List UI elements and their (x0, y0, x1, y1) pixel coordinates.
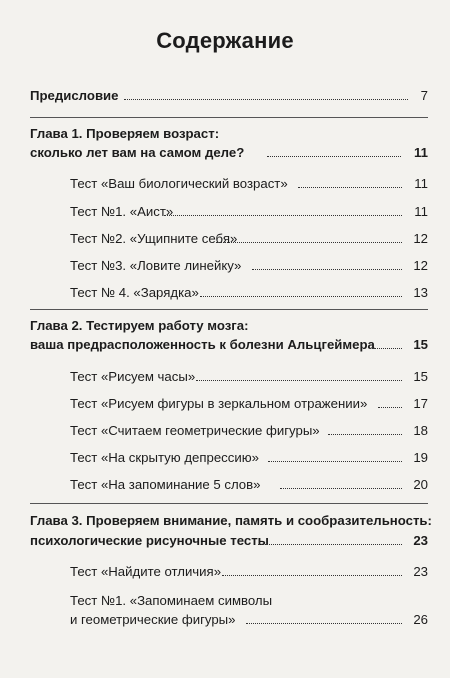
page-number: 17 (413, 396, 428, 411)
page-number: 23 (413, 533, 428, 548)
entry-label: Тест «Ваш биологический возраст» (70, 176, 288, 191)
chapter-title-line1: Глава 1. Проверяем возраст: (30, 126, 220, 141)
dot-leader (164, 215, 402, 216)
dot-leader (258, 544, 402, 545)
entry-label: Тест «На запоминание 5 слов» (70, 477, 261, 492)
page-number: 19 (413, 450, 428, 465)
entry-label: Тест №1. «Запоминаем символы (70, 593, 273, 608)
dot-leader (124, 99, 408, 100)
entry-label: Тест «Рисуем фигуры в зеркальном отражении» (70, 396, 368, 411)
dot-leader (268, 461, 402, 462)
chapter-title-line2: сколько лет вам на самом деле? (30, 145, 245, 160)
dot-leader (246, 623, 402, 624)
dot-leader (252, 269, 402, 270)
page-number: 11 (414, 176, 428, 191)
entry-label-line2: и геометрические фигуры» (70, 612, 236, 627)
entry-label: Тест «Найдите отличия» (70, 564, 222, 579)
page-number: 15 (413, 369, 428, 384)
entry-label: Тест «Считаем геометрические фигуры» (70, 423, 320, 438)
page-number: 20 (413, 477, 428, 492)
page-title: Содержание (156, 28, 294, 53)
page-number: 7 (420, 88, 428, 103)
page-number: 18 (413, 423, 428, 438)
dot-leader (378, 407, 402, 408)
page-number: 13 (413, 285, 428, 300)
entry-label: Тест №1. «Аист» (70, 204, 174, 219)
entry-label: Предисловие (30, 88, 119, 103)
entry-label: Тест № 4. «Зарядка» (70, 285, 199, 300)
dot-leader (298, 187, 402, 188)
dot-leader (222, 575, 402, 576)
page-number: 15 (413, 337, 428, 352)
chapter-title-line1: Глава 2. Тестируем работу мозга: (30, 318, 249, 333)
chapter-title-line1: Глава 3. Проверяем внимание, память и сообразительность: (30, 513, 432, 528)
page-number: 11 (414, 145, 428, 160)
dot-leader (328, 434, 402, 435)
page-number: 23 (413, 564, 428, 579)
dot-leader (216, 242, 402, 243)
section-divider (30, 117, 428, 118)
page-number: 11 (414, 204, 428, 219)
dot-leader (280, 488, 402, 489)
entry-label: Тест №2. «Ущипните себя» (70, 231, 238, 246)
section-divider (30, 503, 428, 504)
entry-label: Тест «Рисуем часы» (70, 369, 196, 384)
dot-leader (267, 156, 401, 157)
page-number: 26 (413, 612, 428, 627)
dot-leader (372, 348, 402, 349)
chapter-title-line2: ваша предрасположенность к болезни Альцгеймера (30, 337, 375, 352)
dot-leader (196, 380, 402, 381)
page-number: 12 (413, 258, 428, 273)
entry-label: Тест «На скрытую депрессию» (70, 450, 259, 465)
entry-label: Тест №3. «Ловите линейку» (70, 258, 242, 273)
page-number: 12 (413, 231, 428, 246)
section-divider (30, 309, 428, 310)
chapter-title-line2: психологические рисуночные тесты (30, 533, 269, 548)
dot-leader (200, 296, 402, 297)
